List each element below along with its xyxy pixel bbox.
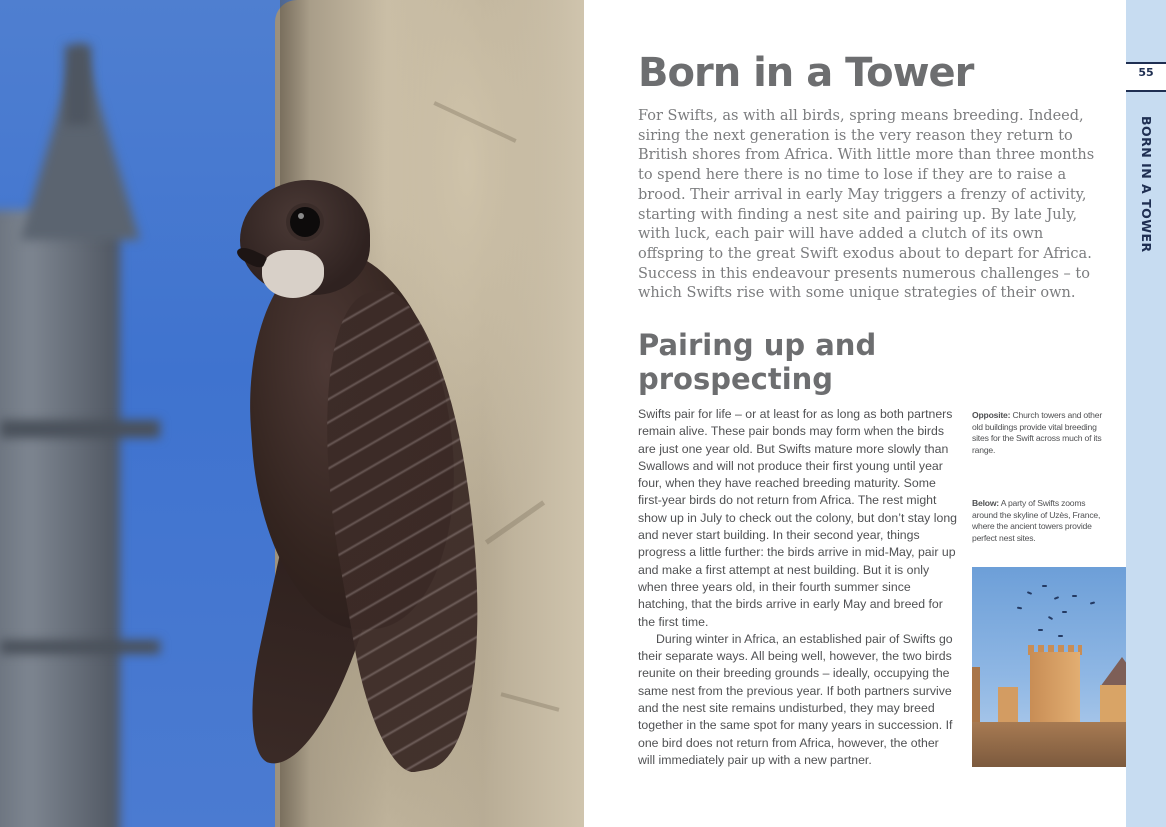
uzes-skyline-photo <box>972 567 1126 767</box>
section-heading: Pairing up and prospecting <box>638 328 877 396</box>
blurred-spire-tip <box>65 45 91 125</box>
swift-silhouette <box>1054 596 1059 600</box>
blurred-church-tower <box>0 210 120 827</box>
castle-roof <box>1100 657 1126 687</box>
caption-text: Church towers and other old buildings provide vital breeding sites for the Swift across much of its range. <box>972 410 1103 455</box>
castle-keep <box>1030 652 1080 727</box>
caption-lead: Below: <box>972 498 999 508</box>
page-number: 55 <box>1138 66 1154 79</box>
castle-tower <box>972 667 980 727</box>
swift-silhouette <box>1042 585 1047 587</box>
body-paragraph: Swifts pair for life – or at least for as long as both partners remain alive. These pair bonds may form when the birds are just one year old. But Swifts mature more slowly than Swallows and will not produce their first young until year four, when they have reached breeding maturity. Some first-year birds do not return from Africa. The rest might show up in July to check out the colony, but don’t stay long and never start building. In their second year, things progress a little further: the birds arrive in mid-May, pair up and make a first attempt at nest building. But it is only when three years old, in their fourth summer since hatching, that the birds arrive in early May and breed for the first time. <box>638 407 957 629</box>
swift-throat <box>262 250 324 298</box>
swift-eye-highlight <box>298 213 304 219</box>
intro-paragraph: For Swifts, as with all birds, spring means breeding. Indeed, siring the next generation is the very reason they return to British shores from Africa. With little more than three months to spend here there is no time to lose if they are to raise a brood. Their arrival in early May triggers a frenzy of activity, starting with finding a nest site and pairing up. By late July, with luck, each pair will have added a clutch of its own offspring to the great Swift exodus about to depart for Africa. Success in this endeavour presents numerous challenges – to which Swifts rise with some unique strategies of their own. <box>638 108 1095 302</box>
caption-text: A party of Swifts zooms around the skyline of Uzès, France, where the ancient towers provide perfect nest sites. <box>972 498 1101 543</box>
body-paragraph: During winter in Africa, an established pair of Swifts go their separate ways. All being well, however, the two birds reunite on their breeding grounds – ideally, occupying the same nest from the previous year. If both partners survive and the nest site remains undisturbed, they may breed together in the same spot for many years in succession. If one bird does not return from Africa, however, the other will immediately pair up with a new partner. <box>638 631 953 767</box>
page-title: Born in a Tower <box>638 50 974 96</box>
caption-below <box>972 498 1108 544</box>
swift-silhouette <box>1048 616 1053 620</box>
blurred-tower-ledge <box>0 640 160 654</box>
blurred-tower-ledge <box>0 420 160 438</box>
body-text <box>638 406 958 769</box>
swift-silhouette <box>1017 607 1022 610</box>
swift-silhouette <box>1038 629 1043 631</box>
swift-eye <box>290 207 320 237</box>
running-section-label: BORN IN A TOWER <box>1139 116 1154 253</box>
caption-opposite <box>972 410 1108 456</box>
swift-silhouette <box>1072 595 1077 597</box>
caption-lead: Opposite: <box>972 410 1011 420</box>
swift-silhouette <box>1062 611 1067 613</box>
swift-silhouette <box>1090 601 1095 604</box>
castle-tower <box>998 687 1018 727</box>
town-wall <box>972 722 1126 767</box>
swift-silhouette <box>1027 591 1032 595</box>
swift-silhouette <box>1058 635 1063 637</box>
